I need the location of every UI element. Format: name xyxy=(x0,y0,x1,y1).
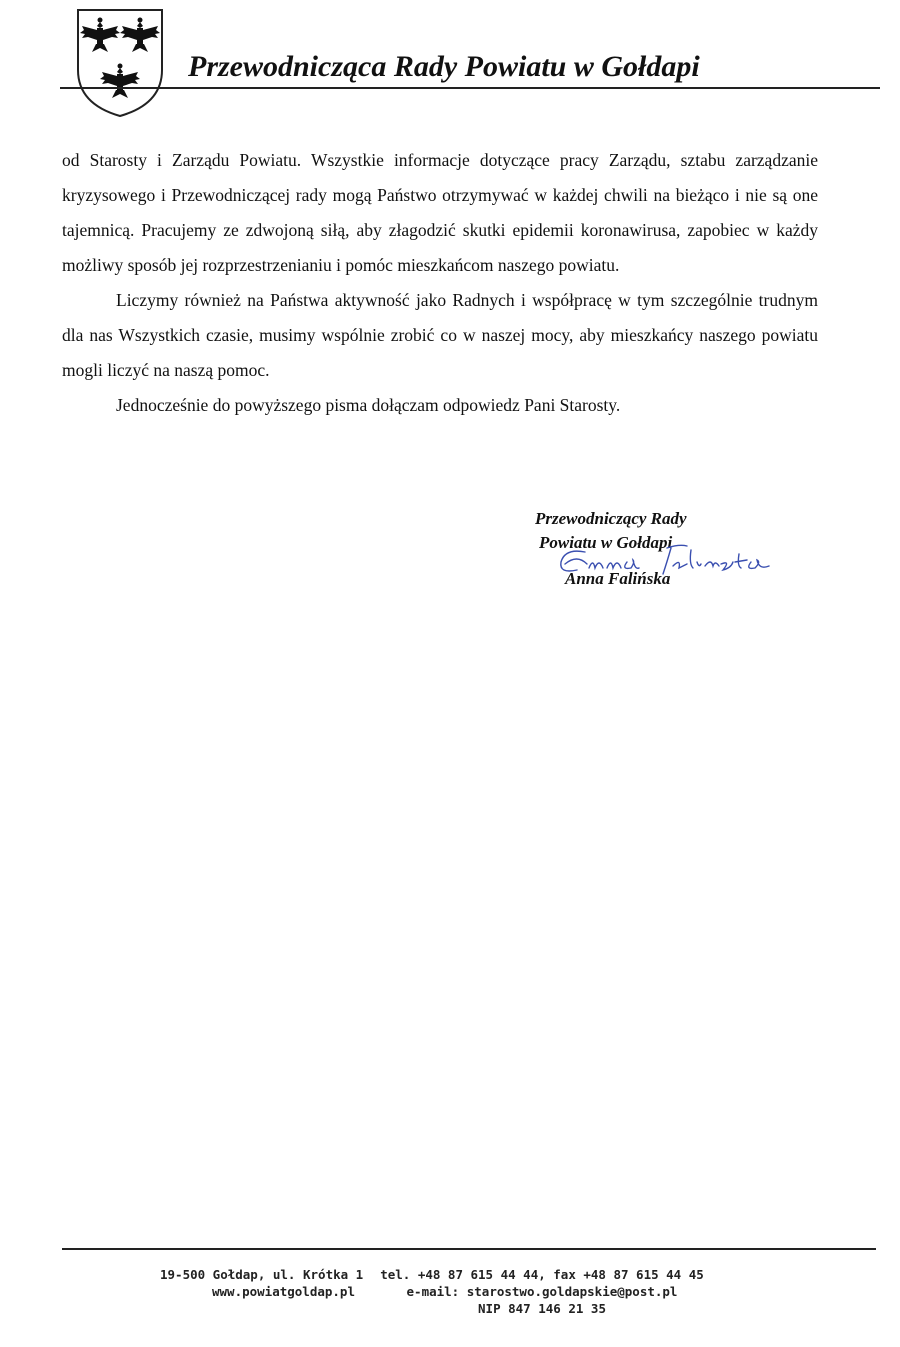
footer-address-block xyxy=(160,1266,364,1300)
footer-website: www.powiatgoldap.pl xyxy=(212,1284,355,1299)
letterhead xyxy=(60,8,880,118)
paragraph-3: Jednocześnie do powyższego pisma dołączam odpowiedz Pani Starosty. xyxy=(116,395,621,415)
letter-body xyxy=(62,143,818,423)
footer-phone-fax: tel. +48 87 615 44 44, fax +48 87 615 44 45 xyxy=(380,1267,704,1282)
footer-rule xyxy=(62,1248,876,1250)
footer-contact-block xyxy=(362,1266,722,1317)
coat-of-arms-eagles-icon xyxy=(72,8,168,118)
footer-address: 19-500 Gołdap, ul. Krótka 1 xyxy=(160,1267,364,1282)
paragraph-1: od Starosty i Zarządu Powiatu. Wszystkie informacje dotyczące pracy Zarządu, sztabu zarządzanie kryzysowego i Przewodniczącej rady mogą Państwo otrzymywać w każdej chwili na bieżąco i nie są one tajemnicą. Pracujemy ze zdwojoną siłą, aby złagodzić skutki epidemii koronawirusa, zapobiec w każdy możliwy sposób jej rozprzestrzenianiu i pomóc mieszkańcom naszego powiatu. xyxy=(62,150,818,275)
header-rule xyxy=(60,87,880,89)
handwritten-signature xyxy=(555,540,785,590)
paragraph-2: Liczymy również na Państwa aktywność jako Radnych i współpracę w tym szczególnie trudnym dla nas Wszystkich czasie, musimy wspólnie zrobić co w naszej mocy, aby mieszkańcy naszego powiatu mogli liczyć na naszą pomoc. xyxy=(62,290,818,380)
letterhead-title: Przewodnicząca Rady Powiatu w Gołdapi xyxy=(188,50,700,83)
signer-name: Anna Falińska xyxy=(565,569,671,588)
signer-title-line2: Powiatu w Gołdapi xyxy=(539,533,673,552)
signer-title-line1: Przewodniczący Rady xyxy=(535,509,687,528)
footer-email: e-mail: starostwo.goldapskie@post.pl xyxy=(406,1284,678,1299)
footer-nip: NIP 847 146 21 35 xyxy=(478,1301,606,1316)
